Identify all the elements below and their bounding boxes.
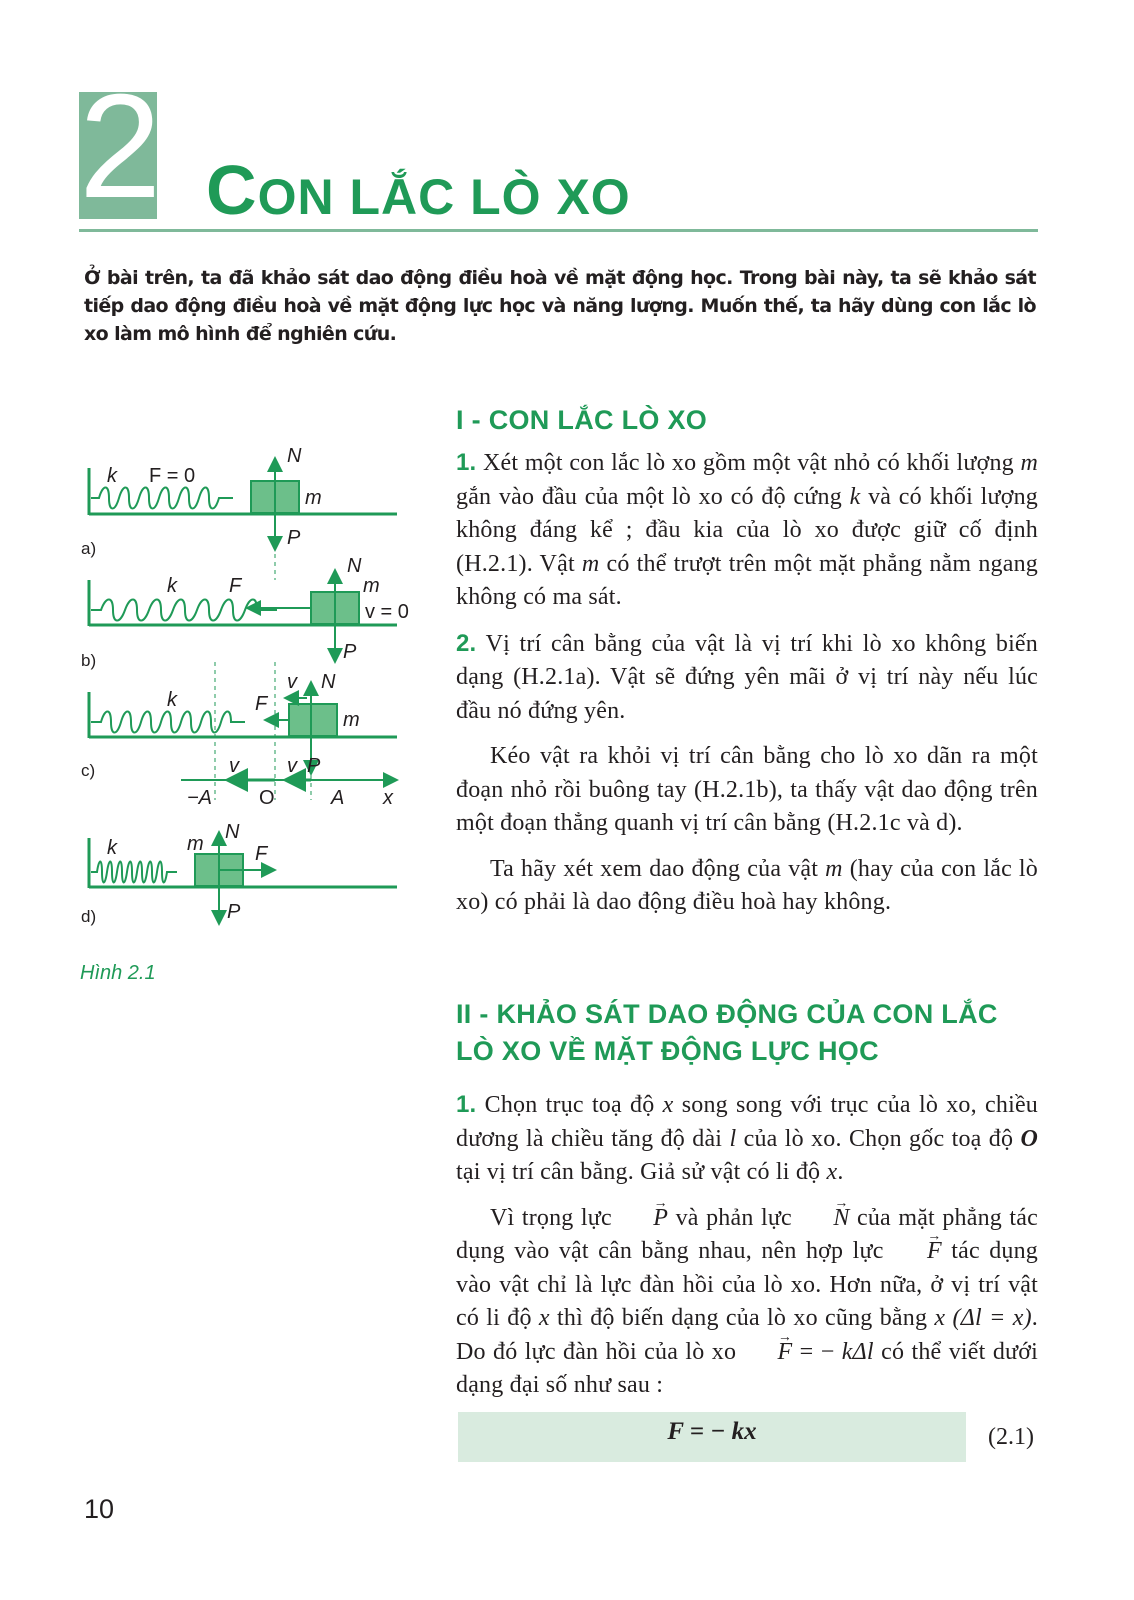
label-k: k	[167, 689, 177, 711]
axis-label-negA: −A	[187, 787, 213, 809]
spring-a	[91, 488, 233, 509]
label-N: N	[321, 671, 336, 693]
formula-number: (2.1)	[988, 1424, 1034, 1450]
label-F: F	[229, 575, 242, 597]
intro-paragraph: Ở bài trên, ta đã khảo sát dao động điều hoà về mặt động học. Trong bài này, ta sẽ khảo sát tiếp dao động điều hoà về mặt động lực học và năng lượng. Muốn thế, ta hãy dùng con lắc lò xo làm mô hình để nghiên cứu.	[84, 267, 1036, 345]
label-P: P	[287, 527, 301, 549]
formula: F = − kx	[667, 1418, 757, 1445]
label-F: F	[255, 843, 268, 865]
s1-paragraph-2: 2. Vị trí cân bằng của vật là vị trí khi lò xo không biến dạng (H.2.1a). Vật sẽ đứng yên mãi ở vị trí này nếu lúc đầu nó đứng yên.	[456, 629, 1038, 724]
section-2-body	[456, 1088, 1038, 1403]
panel-b	[81, 555, 409, 670]
label-k: k	[107, 837, 117, 859]
axis-label-O: O	[259, 787, 275, 809]
label-m: m	[305, 487, 322, 509]
spring-b	[91, 600, 277, 621]
s1-paragraph-1: 1. Xét một con lắc lò xo gồm một vật nhỏ có khối lượng m gắn vào đầu của một lò xo có độ cứng k và có khối lượng không đáng kể ; đầu kia của lò xo được giữ cố định (H.2.1). Vật m có thể trượt trên một mặt phẳng nằm ngang không có ma sát.	[456, 449, 1038, 610]
panel-label-a: a)	[81, 539, 97, 558]
panel-c	[81, 662, 397, 809]
page-number: 10	[84, 1494, 115, 1524]
label-P: P	[227, 901, 241, 923]
s2-paragraph-2: Vì trọng lực → P và phản lực → N của mặt phẳng tác dụng vào vật cân bằng nhau, nên hợp lực → F tác dụng vào vật chỉ là lực đàn hồi của lò xo. Hơn nữa, ở vị trí vật có li độ x thì độ biến dạng của lò xo cũng bằng x (Δl = x). Do đó lực đàn hồi của lò xo → F = − kΔl có thể viết dưới dạng đại số như sau :	[456, 1202, 1038, 1403]
axis-label-A: A	[331, 787, 345, 809]
spring-d	[91, 862, 177, 883]
panel-label-d: d)	[81, 907, 97, 926]
label-F0: F = 0	[149, 465, 196, 487]
axis-label-x: x	[383, 787, 393, 809]
label-v: v	[287, 755, 297, 777]
label-v0: v = 0	[365, 601, 409, 623]
main-column	[456, 446, 1038, 932]
mass-c	[289, 704, 337, 736]
section-2-heading: II - KHẢO SÁT DAO ĐỘNG CỦA CON LẮC LÒ XO VỀ MẶT ĐỘNG LỰC HỌC	[456, 999, 998, 1066]
label-P: P	[307, 755, 321, 777]
label-m: m	[343, 709, 360, 731]
label-N: N	[225, 821, 240, 843]
label-m: m	[187, 833, 204, 855]
s2-paragraph-1: 1. Chọn trục toạ độ x song song với trục của lò xo, chiều dương là chiều tăng độ dài l của lò xo. Chọn gốc toạ độ O tại vị trí cân bằng. Giả sử vật có li độ x.	[456, 1091, 1038, 1185]
label-k: k	[167, 575, 177, 597]
label-k: k	[107, 465, 117, 487]
label-P: P	[343, 641, 357, 663]
panel-d	[81, 821, 397, 926]
label-v: v	[287, 671, 297, 693]
spring-c	[91, 712, 245, 733]
s1-paragraph-3: Kéo vật ra khỏi vị trí cân bằng cho lò xo dãn ra một đoạn nhỏ rồi buông tay (H.2.1b), ta thấy vật dao động trên một đoạn thẳng quanh vị trí cân bằng (H.2.1c và d).	[456, 743, 1038, 836]
label-F: F	[255, 693, 268, 715]
label-v: v	[229, 755, 239, 777]
figure-spring-pendulum	[79, 440, 409, 940]
panel-label-b: b)	[81, 651, 97, 670]
panel-label-c: c)	[81, 761, 96, 780]
chapter-number: 2	[79, 64, 162, 229]
s1-paragraph-4: Ta hãy xét xem dao động của vật m (hay của con lắc lò xo) có phải là dao động điều hoà hay không.	[456, 855, 1039, 915]
section-1-heading: I - CON LẮC LÒ XO	[456, 405, 708, 435]
label-m: m	[363, 575, 380, 597]
label-N: N	[287, 445, 302, 467]
title-rule	[79, 229, 1038, 232]
chapter-title: CON LẮC LÒ XO	[206, 151, 631, 229]
label-N: N	[347, 555, 362, 577]
figure-caption: Hình 2.1	[80, 962, 156, 984]
